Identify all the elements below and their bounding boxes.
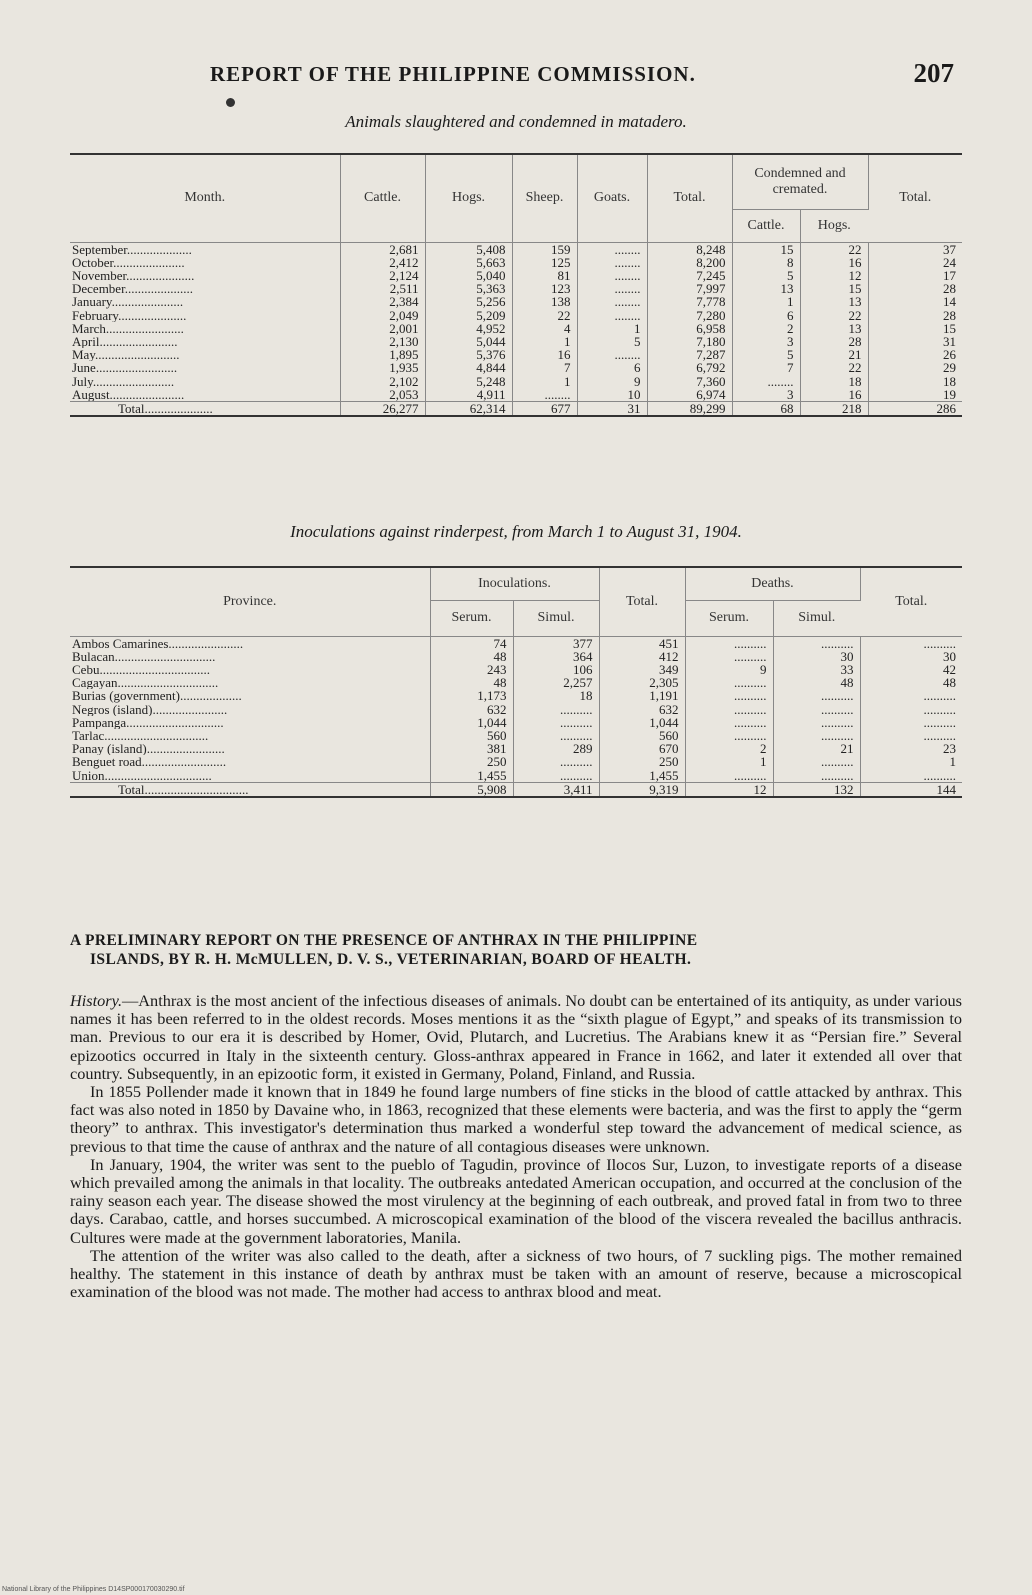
cell-value: ........ bbox=[577, 348, 647, 361]
cell-value: .......... bbox=[685, 689, 773, 702]
cell-value: 2 bbox=[732, 322, 800, 335]
table-row bbox=[70, 703, 962, 716]
cell-value: 5,663 bbox=[425, 256, 512, 269]
cell-value: 1 bbox=[685, 755, 773, 768]
cell-value: 1,455 bbox=[430, 769, 513, 783]
row-label: August....................... bbox=[70, 388, 340, 402]
cell-value: 48 bbox=[430, 650, 513, 663]
cell-value: .......... bbox=[773, 769, 860, 783]
cell-value: 1 bbox=[732, 295, 800, 308]
table-row bbox=[70, 256, 962, 269]
row-label: July......................... bbox=[70, 375, 340, 388]
cell-value: 48 bbox=[943, 675, 956, 691]
cell-value: 2,257 bbox=[513, 676, 599, 689]
paragraph-pollender: In 1855 Pollender made it known that in 1849 he found large numbers of fine sticks in the blood of cattle attacked by anthrax. This fact was also noted in 1850 by Davaine who, in 1863, recognized that these elements were bacteria, and was the first to apply the “germ theory” to anthrax. This investigator's determination thus marked a wonderful step toward the advancement of medical science, as previous to that time the cause of anthrax and the nature of all contagious diseases were unknown. bbox=[70, 1082, 962, 1156]
cell-value: 15 bbox=[800, 282, 868, 295]
table-row bbox=[70, 755, 962, 768]
cell-value: 13 bbox=[800, 322, 868, 335]
cell-value: .......... bbox=[773, 755, 860, 768]
cell-value: ........ bbox=[577, 309, 647, 322]
cell-value: 5 bbox=[577, 335, 647, 348]
total-label: Total................................ bbox=[70, 782, 430, 797]
row-label: April........................ bbox=[70, 335, 340, 348]
cell-value: ........ bbox=[577, 295, 647, 308]
cell-value: 23 bbox=[943, 741, 956, 757]
total-value: 144 bbox=[860, 782, 962, 797]
cell-value: 7,287 bbox=[647, 348, 732, 361]
table-row bbox=[70, 269, 962, 282]
cell-value: 22 bbox=[800, 361, 868, 374]
total-value: 677 bbox=[512, 401, 577, 416]
row-label: Bulacan............................... bbox=[70, 650, 430, 663]
slaughter-table-body bbox=[70, 242, 962, 416]
cell-value: .......... bbox=[923, 688, 956, 704]
table-row bbox=[70, 689, 962, 702]
cell-value: 7 bbox=[732, 361, 800, 374]
table-row bbox=[70, 282, 962, 295]
row-label: September.................... bbox=[70, 242, 340, 256]
col-province: Province. bbox=[70, 567, 430, 636]
cell-value: ........ bbox=[512, 388, 577, 402]
cell-value: 21 bbox=[773, 742, 860, 755]
cell-value: .......... bbox=[685, 676, 773, 689]
table-row bbox=[70, 309, 962, 322]
cell-value: 5,040 bbox=[425, 269, 512, 282]
cell-value: 349 bbox=[599, 663, 685, 676]
cell-value: .......... bbox=[773, 689, 860, 702]
cell-value: 1,935 bbox=[340, 361, 425, 374]
total-value: 68 bbox=[732, 401, 800, 416]
cell-value: 632 bbox=[430, 703, 513, 716]
row-label: Union................................. bbox=[70, 769, 430, 783]
col-inoculations: Inoculations. bbox=[430, 567, 599, 600]
col-deaths-simul: Simul. bbox=[773, 600, 860, 636]
total-value: 26,277 bbox=[340, 401, 425, 416]
paragraph-tagudin: In January, 1904, the writer was sent to the pueblo of Tagudin, province of Ilocos Sur, Luzon, to investigate reports of a disease which prevailed among the animals in that locality. The outbreaks antedated American occupation, and occurred at the conclusion of the rainy season each year. The disease showed the most virulency at the beginning of each outbreak, and proved fatal in from two to three days. Carabao, cattle, and horses succumbed. A microscopical examination of the blood of the viscera revealed the bacillus anthracis. Cultures were made at the government laboratories, Manila. bbox=[70, 1154, 962, 1247]
cell-value: ........ bbox=[577, 269, 647, 282]
table-row bbox=[70, 335, 962, 348]
cell-value: 12 bbox=[800, 269, 868, 282]
paragraph-history-text: —Anthrax is the most ancient of the infectious diseases of animals. No doubt can be entertained of its antiquity, as under various names it has been referred to in the oldest records. Moses mentions it as the “sixth plague of Egypt,” and speaks of its transmission to man. Previous to our era it is described by Homer, Ovid, Plutarch, and Lucretius. The Arabians knew it as “Persian fire.” Several epizootics occurred in Italy in the sixteenth century. Gloss-anthrax appeared in France in 1662, and later it extended all over that country. Subsequently, in an epizootic form, it existed in Germany, Poland, Finland, and Russia. bbox=[70, 991, 962, 1083]
col-inoc-total: Total. bbox=[599, 567, 685, 636]
table-row bbox=[70, 361, 962, 374]
slaughter-table bbox=[70, 153, 962, 417]
col-simul: Simul. bbox=[513, 600, 599, 636]
cell-value: 381 bbox=[430, 742, 513, 755]
cell-value: 16 bbox=[800, 256, 868, 269]
cell-value: 22 bbox=[800, 242, 868, 256]
cell-value: .......... bbox=[923, 767, 956, 783]
table-row bbox=[70, 636, 962, 650]
cell-value: 31 bbox=[943, 333, 956, 349]
cell-value: .......... bbox=[923, 701, 956, 717]
cell-value: 250 bbox=[599, 755, 685, 768]
cell-value: 2,130 bbox=[340, 335, 425, 348]
cell-value: 1 bbox=[512, 335, 577, 348]
cell-value: 13 bbox=[800, 295, 868, 308]
row-label: December..................... bbox=[70, 282, 340, 295]
cell-value: ........ bbox=[577, 242, 647, 256]
running-title: REPORT OF THE PHILIPPINE COMMISSION. bbox=[210, 62, 696, 86]
cell-value: 48 bbox=[773, 676, 860, 689]
cell-value: 5,044 bbox=[425, 335, 512, 348]
cell-value: .......... bbox=[685, 703, 773, 716]
cell-value: 670 bbox=[599, 742, 685, 755]
article-title-line1: A PRELIMINARY REPORT ON THE PRESENCE OF ANTHRAX IN THE PHILIPPINE bbox=[70, 932, 698, 949]
cell-value: 2,412 bbox=[340, 256, 425, 269]
cell-value: .......... bbox=[685, 729, 773, 742]
cell-value: 7,360 bbox=[647, 375, 732, 388]
cell-value: 5,408 bbox=[425, 242, 512, 256]
table-row bbox=[70, 322, 962, 335]
table-row bbox=[70, 716, 962, 729]
cell-value: 7,245 bbox=[647, 269, 732, 282]
cell-value: 2,511 bbox=[340, 282, 425, 295]
col-serum: Serum. bbox=[430, 600, 513, 636]
cell-value: .......... bbox=[923, 714, 956, 730]
cell-value: 138 bbox=[512, 295, 577, 308]
cell-value: 5,256 bbox=[425, 295, 512, 308]
cell-value: 243 bbox=[430, 663, 513, 676]
cell-value: 106 bbox=[513, 663, 599, 676]
table-row bbox=[70, 769, 962, 783]
inoculation-table bbox=[70, 566, 962, 798]
cell-value: .......... bbox=[685, 769, 773, 783]
paragraph-pigs: The attention of the writer was also called to the death, after a sickness of two hours, of 7 suckling pigs. The mother remained healthy. The statement in this instance of death by anthrax must be taken with an amount of reserve, because a microscopical examination of the blood was not made. The mother had access to anthrax blood and meat. bbox=[70, 1245, 962, 1302]
col-deaths: Deaths. bbox=[685, 567, 860, 600]
cell-value: 42 bbox=[943, 661, 956, 677]
cell-value: 9 bbox=[577, 375, 647, 388]
total-value: 62,314 bbox=[425, 401, 512, 416]
cell-value: 37 bbox=[943, 241, 956, 257]
cell-value: ........ bbox=[732, 375, 800, 388]
cell-value: 7,280 bbox=[647, 309, 732, 322]
cell-value: 1,044 bbox=[599, 716, 685, 729]
cell-value: 5,376 bbox=[425, 348, 512, 361]
cell-value: 16 bbox=[512, 348, 577, 361]
cell-value: 7,180 bbox=[647, 335, 732, 348]
cell-value: 364 bbox=[513, 650, 599, 663]
cell-value: .......... bbox=[773, 636, 860, 650]
col-deaths-serum: Serum. bbox=[685, 600, 773, 636]
cell-value: 1,044 bbox=[430, 716, 513, 729]
cell-value: 4 bbox=[512, 322, 577, 335]
cell-value: 26 bbox=[943, 347, 956, 363]
scan-footer: National Library of the Philippines D14SP000170030290.tif bbox=[2, 1586, 185, 1593]
total-value: 12 bbox=[685, 782, 773, 797]
row-label: October...................... bbox=[70, 256, 340, 269]
cell-value: .......... bbox=[685, 716, 773, 729]
total-value: 132 bbox=[773, 782, 860, 797]
cell-value: 14 bbox=[943, 294, 956, 310]
row-label: Benguet road.......................... bbox=[70, 755, 430, 768]
col-cond-hogs: Hogs. bbox=[800, 209, 868, 242]
total-value: 218 bbox=[800, 401, 868, 416]
table-row bbox=[70, 650, 962, 663]
row-label: Cagayan............................... bbox=[70, 676, 430, 689]
total-value: 286 bbox=[868, 401, 962, 416]
cell-value: 2,001 bbox=[340, 322, 425, 335]
cell-value: .......... bbox=[513, 729, 599, 742]
total-value: 5,908 bbox=[430, 782, 513, 797]
cell-value: 1,455 bbox=[599, 769, 685, 783]
cell-value: 6 bbox=[577, 361, 647, 374]
cell-value: 22 bbox=[800, 309, 868, 322]
cell-value: 30 bbox=[943, 648, 956, 664]
cell-value: 159 bbox=[512, 242, 577, 256]
cell-value: 81 bbox=[512, 269, 577, 282]
cell-value: 28 bbox=[943, 281, 956, 297]
row-label: May.......................... bbox=[70, 348, 340, 361]
cell-value: 123 bbox=[512, 282, 577, 295]
row-label: Negros (island)....................... bbox=[70, 703, 430, 716]
cell-value: 8,200 bbox=[647, 256, 732, 269]
cell-value: 3 bbox=[732, 388, 800, 402]
cell-value: 10 bbox=[577, 388, 647, 402]
table-row bbox=[70, 348, 962, 361]
cell-value: 48 bbox=[430, 676, 513, 689]
cell-value: .......... bbox=[513, 703, 599, 716]
article-title bbox=[70, 931, 962, 969]
cell-value: ........ bbox=[577, 282, 647, 295]
cell-value: 22 bbox=[512, 309, 577, 322]
col-deaths-total: Total. bbox=[860, 567, 962, 636]
cell-value: 2,384 bbox=[340, 295, 425, 308]
col-goats: Goats. bbox=[577, 154, 647, 242]
cell-value: 7,997 bbox=[647, 282, 732, 295]
article-body bbox=[70, 992, 962, 1301]
cell-value: 8,248 bbox=[647, 242, 732, 256]
article-title-line2: ISLANDS, BY R. H. McMULLEN, D. V. S., VETERINARIAN, BOARD OF HEALTH. bbox=[90, 951, 692, 968]
cell-value: 15 bbox=[943, 320, 956, 336]
cell-value: 560 bbox=[430, 729, 513, 742]
cell-value: 1 bbox=[577, 322, 647, 335]
table2-caption: Inoculations against rinderpest, from March 1 to August 31, 1904. bbox=[290, 522, 742, 541]
col-cattle: Cattle. bbox=[340, 154, 425, 242]
cell-value: 28 bbox=[800, 335, 868, 348]
row-label: February..................... bbox=[70, 309, 340, 322]
cell-value: 3 bbox=[732, 335, 800, 348]
total-label: Total..................... bbox=[70, 401, 340, 416]
cell-value: 1 bbox=[949, 754, 956, 770]
table-row bbox=[70, 242, 962, 256]
cell-value: 125 bbox=[512, 256, 577, 269]
cell-value: 2,049 bbox=[340, 309, 425, 322]
total-value: 89,299 bbox=[647, 401, 732, 416]
cell-value: .......... bbox=[685, 636, 773, 650]
col-condemned: Condemned and cremated. bbox=[732, 154, 868, 209]
cell-value: 2,681 bbox=[340, 242, 425, 256]
page-number: 207 bbox=[913, 58, 954, 88]
total-value: 3,411 bbox=[513, 782, 599, 797]
cell-value: 24 bbox=[943, 254, 956, 270]
col-month: Month. bbox=[70, 154, 340, 242]
cell-value: 377 bbox=[513, 636, 599, 650]
row-label: Ambos Camarines....................... bbox=[70, 636, 430, 650]
cell-value: 6,974 bbox=[647, 388, 732, 402]
row-label: Pampanga.............................. bbox=[70, 716, 430, 729]
cell-value: 2,102 bbox=[340, 375, 425, 388]
cell-value: 5,209 bbox=[425, 309, 512, 322]
col-grand-total: Total. bbox=[868, 154, 962, 242]
row-label: November..................... bbox=[70, 269, 340, 282]
cell-value: 632 bbox=[599, 703, 685, 716]
row-label: March........................ bbox=[70, 322, 340, 335]
cell-value: .......... bbox=[923, 727, 956, 743]
cell-value: 1,173 bbox=[430, 689, 513, 702]
ink-spot-icon bbox=[226, 98, 235, 107]
cell-value: 29 bbox=[943, 360, 956, 376]
paragraph-history bbox=[70, 992, 962, 1083]
cell-value: .......... bbox=[513, 716, 599, 729]
cell-value: 5 bbox=[732, 269, 800, 282]
cell-value: .......... bbox=[923, 635, 956, 651]
total-value: 31 bbox=[577, 401, 647, 416]
row-label: Tarlac................................ bbox=[70, 729, 430, 742]
cell-value: 289 bbox=[513, 742, 599, 755]
cell-value: 6,958 bbox=[647, 322, 732, 335]
cell-value: 9 bbox=[685, 663, 773, 676]
cell-value: 1,895 bbox=[340, 348, 425, 361]
cell-value: 1,191 bbox=[599, 689, 685, 702]
cell-value: 17 bbox=[943, 267, 956, 283]
table-row bbox=[70, 388, 962, 402]
history-label: History. bbox=[70, 991, 123, 1010]
cell-value: 560 bbox=[599, 729, 685, 742]
cell-value: 13 bbox=[732, 282, 800, 295]
cell-value: .......... bbox=[773, 716, 860, 729]
cell-value: 15 bbox=[732, 242, 800, 256]
row-label: June......................... bbox=[70, 361, 340, 374]
cell-value: 30 bbox=[773, 650, 860, 663]
inoculation-table-body bbox=[70, 636, 962, 797]
cell-value: 7 bbox=[512, 361, 577, 374]
col-hogs: Hogs. bbox=[425, 154, 512, 242]
table-row bbox=[70, 663, 962, 676]
cell-value: 8 bbox=[732, 256, 800, 269]
cell-value: 1 bbox=[512, 375, 577, 388]
cell-value: 21 bbox=[800, 348, 868, 361]
cell-value: 16 bbox=[800, 388, 868, 402]
cell-value: 2,305 bbox=[599, 676, 685, 689]
row-label: Panay (island)........................ bbox=[70, 742, 430, 755]
row-label: January...................... bbox=[70, 295, 340, 308]
cell-value: .......... bbox=[773, 703, 860, 716]
cell-value: 2 bbox=[685, 742, 773, 755]
cell-value: ........ bbox=[577, 256, 647, 269]
cell-value: 33 bbox=[773, 663, 860, 676]
total-value: 9,319 bbox=[599, 782, 685, 797]
cell-value: 18 bbox=[943, 373, 956, 389]
cell-value: 451 bbox=[599, 636, 685, 650]
cell-value: .......... bbox=[685, 650, 773, 663]
cell-value: 4,844 bbox=[425, 361, 512, 374]
cell-value: 7,778 bbox=[647, 295, 732, 308]
cell-value: 4,952 bbox=[425, 322, 512, 335]
cell-value: 2,053 bbox=[340, 388, 425, 402]
cell-value: 19 bbox=[943, 386, 956, 402]
row-label: Cebu.................................. bbox=[70, 663, 430, 676]
cell-value: 28 bbox=[943, 307, 956, 323]
cell-value: 5,248 bbox=[425, 375, 512, 388]
cell-value: .......... bbox=[513, 755, 599, 768]
cell-value: 6,792 bbox=[647, 361, 732, 374]
page-header bbox=[70, 58, 954, 94]
total-row bbox=[70, 782, 962, 797]
cell-value: 4,911 bbox=[425, 388, 512, 402]
row-label: Burias (government)................... bbox=[70, 689, 430, 702]
table-row bbox=[70, 375, 962, 388]
cell-value: 74 bbox=[430, 636, 513, 650]
col-total: Total. bbox=[647, 154, 732, 242]
total-row bbox=[70, 401, 962, 416]
table1-caption: Animals slaughtered and condemned in matadero. bbox=[345, 112, 687, 131]
cell-value: 18 bbox=[513, 689, 599, 702]
cell-value: .......... bbox=[513, 769, 599, 783]
cell-value: .......... bbox=[773, 729, 860, 742]
cell-value: 412 bbox=[599, 650, 685, 663]
cell-value: 5,363 bbox=[425, 282, 512, 295]
cell-value: 250 bbox=[430, 755, 513, 768]
cell-value: 6 bbox=[732, 309, 800, 322]
cell-value: 18 bbox=[800, 375, 868, 388]
table-row bbox=[70, 295, 962, 308]
cell-value: 2,124 bbox=[340, 269, 425, 282]
table-row bbox=[70, 729, 962, 742]
col-cond-cattle: Cattle. bbox=[732, 209, 800, 242]
cell-value: 5 bbox=[732, 348, 800, 361]
col-sheep: Sheep. bbox=[512, 154, 577, 242]
